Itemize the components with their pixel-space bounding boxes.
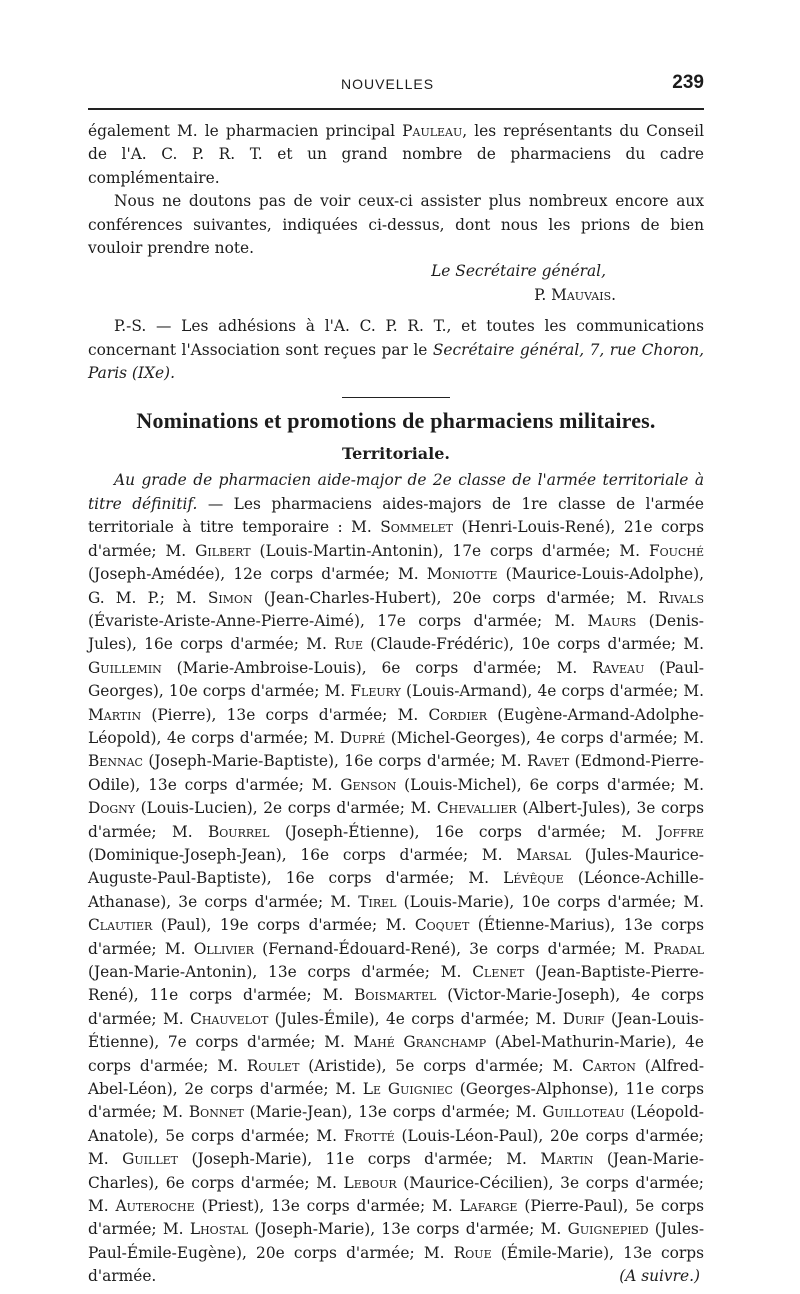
person-detail: (Léonce-Achille-Athanase), 3e corps d'armée; <box>88 869 704 911</box>
person-detail: (Louis-Léon-Paul), 20e corps d'armée; <box>394 1126 704 1145</box>
nomination-entry: M. Guilloteau (Léopold-Anatole), 5e corps d'armée; <box>88 1103 704 1145</box>
person-name: Bourrel <box>207 822 270 841</box>
person-name: Coquet <box>414 916 470 935</box>
person-name: Tirel <box>358 892 397 911</box>
nomination-entry: M. Clenet (Jean-Baptiste-Pierre-René), 11e corps d'armée; <box>88 963 704 1005</box>
person-name: Carton <box>582 1056 636 1075</box>
person-detail: (Jules-Maurice-Auguste-Paul-Baptiste), 16e corps d'armée; <box>88 845 704 888</box>
person-detail: (Jean-Louis-Étienne), 7e corps d'armée; <box>88 1009 704 1052</box>
nomination-entry: M. Moniotte (Maurice-Louis-Adolphe), G. M. P.; <box>88 565 704 607</box>
person-detail: (Fernand-Édouard-René), 3e corps d'armée; <box>253 939 625 958</box>
person-name: Lafarge <box>459 1197 518 1216</box>
paragraph-1: également M. le pharmacien principal Pauleau, les représentants du Conseil de l'A. C. P. R. T. et un grand nombre de pharmaciens du cadre complémentaire. <box>88 122 704 187</box>
person-name: Mahé Granchamp <box>353 1033 487 1052</box>
paragraph-2: Nous ne doutons pas de voir ceux-ci assister plus nombreux encore aux conférences suivantes, indiquées ci-dessus, dont nous les prions de bien vouloir prendre note. <box>88 192 704 258</box>
running-header <box>88 70 704 100</box>
person-name: Chevallier <box>436 799 517 818</box>
nomination-entry: M. Fouché (Joseph-Amédée), 12e corps d'armée; <box>88 541 704 584</box>
nomination-entry: M. Sommelet (Henri-Louis-René), 21e corps d'armée; <box>88 518 704 560</box>
nomination-entry: M. Chevallier (Albert-Jules), 3e corps d'armée; <box>88 799 705 841</box>
section-divider <box>342 397 450 398</box>
person-name: Guignepied <box>567 1220 649 1239</box>
person-name: Clenet <box>472 963 525 981</box>
nomination-entry: M. Chauvelot (Jules-Émile), 4e corps d'armée; <box>163 1009 536 1028</box>
person-detail: (Louis-Michel), 6e corps d'armée; <box>396 775 684 794</box>
person-detail: (Marie-Jean), 13e corps d'armée; <box>243 1103 516 1122</box>
person-detail: (Jules-Paul-Émile-Eugène), 20e corps d'armée; <box>88 1220 705 1262</box>
person-detail: (Jean-Marie-Antonin), 13e corps d'armée; <box>88 963 441 981</box>
person-detail: (Jean-Baptiste-Pierre-René), 11e corps d'armée; <box>88 963 704 1005</box>
nomination-entry: M. Joffre (Dominique-Joseph-Jean), 16e corps d'armée; <box>88 822 705 864</box>
section-title: Nominations et promotions de pharmaciens militaires. <box>136 408 656 434</box>
nomination-entry: M. Clautier (Paul), 19e corps d'armée; <box>88 892 704 935</box>
nomination-entry: M. Dupré (Michel-Georges), 4e corps d'armée; <box>313 728 684 747</box>
person-name: Roue <box>453 1243 492 1262</box>
nomination-entry: M. Simon (Jean-Charles-Hubert), 20e corps d'armée; <box>176 588 627 607</box>
person-detail: (Léopold-Anatole), 5e corps d'armée; <box>88 1103 704 1145</box>
nomination-entry: M. Marsal (Jules-Maurice-Auguste-Paul-Baptiste), 16e corps d'armée; <box>88 845 704 888</box>
signature-name: P. Mauvais. <box>534 285 616 304</box>
person-name: Ravet <box>526 752 570 771</box>
nominations-paragraph <box>88 469 704 1288</box>
person-detail: (Alfred-Abel-Léon), 2e corps d'armée; <box>88 1056 705 1099</box>
person-name: Rue <box>334 635 363 654</box>
person-detail: (Joseph-Marie), 11e corps d'armée; <box>178 1150 507 1169</box>
person-name: Lhostal <box>189 1220 249 1239</box>
person-name: Auteroche <box>115 1197 195 1216</box>
nomination-entry: M. Auteroche (Priest), 13e corps d'armée; <box>88 1197 433 1216</box>
nomination-entry: M. Pradal (Jean-Marie-Antonin), 13e corps d'armée; <box>88 939 704 981</box>
person-name: Fleury <box>350 682 401 701</box>
person-detail: (Priest), 13e corps d'armée; <box>194 1197 433 1216</box>
person-detail: (Maurice-Cécilien), 3e corps d'armée; <box>396 1173 704 1192</box>
nomination-entry: M. Bonnet (Marie-Jean), 13e corps d'armée; <box>162 1103 516 1122</box>
person-name: Guillet <box>122 1150 178 1169</box>
nomination-entry: M. Rue (Claude-Frédéric), 10e corps d'armée; <box>306 635 684 654</box>
person-detail: (Émile-Marie), 13e corps d'armée. <box>88 1243 705 1286</box>
person-detail: (Évariste-Ariste-Anne-Pierre-Aimé), 17e corps d'armée; <box>88 611 555 630</box>
person-detail: (Maurice-Louis-Adolphe), G. M. P.; <box>88 565 704 607</box>
person-detail: (Albert-Jules), 3e corps d'armée; <box>88 799 705 841</box>
person-detail: (Louis-Lucien), 2e corps d'armée; <box>135 799 411 818</box>
person-detail: (Denis-Jules), 16e corps d'armée; <box>88 611 704 654</box>
person-detail: (Marie-Ambroise-Louis), 6e corps d'armée; <box>161 658 557 677</box>
nomination-entry: M. Ravet (Edmond-Pierre-Odile), 13e corps d'armée; <box>88 752 705 794</box>
nomination-entry: M. Frotté (Louis-Léon-Paul), 20e corps d'armée; <box>316 1126 704 1145</box>
person-detail: (Pierre), 13e corps d'armée; <box>141 705 398 724</box>
nominations-intro-italic: Au grade de pharmacien aide-major de 2e classe de l'armée territoriale à titre définitif. <box>88 471 704 513</box>
nomination-entry: M. Raveau (Paul-Georges), 10e corps d'armée; <box>88 658 705 701</box>
nomination-entry: M. Guillemin (Marie-Ambroise-Louis), 6e corps d'armée; <box>88 635 705 677</box>
person-name: Bennac <box>88 752 143 771</box>
nomination-entry: M. Dogny (Louis-Lucien), 2e corps d'armée; <box>88 775 704 818</box>
person-detail: (Joseph-Marie-Baptiste), 16e corps d'armée; <box>142 752 501 771</box>
person-detail: (Joseph-Étienne), 16e corps d'armée; <box>269 822 622 841</box>
person-detail: (Claude-Frédéric), 10e corps d'armée; <box>362 635 684 654</box>
person-name: Pauleau <box>402 122 463 140</box>
nomination-entry: M. Lévêque (Léonce-Achille-Athanase), 3e corps d'armée; <box>88 869 704 911</box>
person-detail: (Aristide), 5e corps d'armée; <box>299 1056 553 1075</box>
person-detail: (Jean-Charles-Hubert), 20e corps d'armée; <box>252 588 627 607</box>
nomination-entry: M. Gilbert (Louis-Martin-Antonin), 17e corps d'armée; <box>165 541 620 560</box>
person-name: Martin <box>540 1150 594 1169</box>
person-name: Joffre <box>657 822 705 841</box>
person-name: Le Guigniec <box>362 1080 453 1099</box>
person-detail: (Henri-Louis-René), 21e corps d'armée; <box>88 518 704 560</box>
nomination-entry: M. Fleury (Louis-Armand), 4e corps d'armée; <box>324 682 684 701</box>
person-detail: (Paul), 19e corps d'armée; <box>152 916 386 935</box>
nomination-entry: M. Le Guigniec (Georges-Alphonse), 11e corps d'armée; <box>88 1080 704 1122</box>
nomination-entry: M. Genson (Louis-Michel), 6e corps d'armée; <box>311 775 684 794</box>
nomination-entry: M. Carton (Alfred-Abel-Léon), 2e corps d'armée; <box>88 1056 705 1099</box>
nomination-entry: M. Rivals (Évariste-Ariste-Anne-Pierre-Aimé), 17e corps d'armée; <box>88 588 704 630</box>
nomination-entry: M. Guillet (Joseph-Marie), 11e corps d'armée; <box>88 1150 507 1169</box>
person-name: Sommelet <box>380 518 454 537</box>
nomination-entry: M. Boismartel (Victor-Marie-Joseph), 4e corps d'armée; <box>88 986 705 1028</box>
nomination-entry: M. Maurs (Denis-Jules), 16e corps d'armée; <box>88 611 704 654</box>
nomination-entry: M. Bourrel (Joseph-Étienne), 16e corps d'armée; <box>171 822 622 841</box>
page <box>88 70 704 1289</box>
subsection-title: Territoriale. <box>342 444 450 464</box>
person-name: Guillemin <box>88 658 162 677</box>
nomination-entry: M. Coquet (Étienne-Marius), 13e corps d'armée; <box>88 916 704 958</box>
nomination-entry: M. Durif (Jean-Louis-Étienne), 7e corps d'armée; <box>88 1009 704 1052</box>
nomination-entry: M. Roulet (Aristide), 5e corps d'armée; <box>217 1056 553 1075</box>
person-detail: (Edmond-Pierre-Odile), 13e corps d'armée; <box>88 752 705 794</box>
person-name: Marsal <box>516 845 572 864</box>
postscript-address: Secrétaire général, 7, rue Choron, Paris (IXe). <box>88 340 705 383</box>
nomination-entry: M. Lafarge (Pierre-Paul), 5e corps d'armée; <box>88 1197 704 1239</box>
person-detail: (Georges-Alphonse), 11e corps d'armée; <box>88 1080 704 1122</box>
person-detail: (Abel-Mathurin-Marie), 4e corps d'armée; <box>88 1033 705 1075</box>
person-detail: (Jean-Marie-Charles), 6e corps d'armée; <box>88 1150 704 1192</box>
person-name: Moniotte <box>426 565 498 584</box>
person-name: Durif <box>562 1009 605 1028</box>
person-name: Ollivier <box>193 939 254 958</box>
person-name: Simon <box>207 588 253 607</box>
person-name: Roulet <box>246 1056 300 1075</box>
nomination-entry: M. Cordier (Eugène-Armand-Adolphe-Léopold), 4e corps d'armée; <box>88 705 704 747</box>
nomination-entry: M. Martin (Jean-Marie-Charles), 6e corps d'armée; <box>88 1150 704 1192</box>
person-name: Lebour <box>343 1173 397 1192</box>
person-detail: (Pierre-Paul), 5e corps d'armée; <box>88 1197 704 1239</box>
nomination-entry: M. Martin (Pierre), 13e corps d'armée; <box>88 682 704 724</box>
person-detail: (Eugène-Armand-Adolphe-Léopold), 4e corps d'armée; <box>88 705 704 747</box>
person-name: Chauvelot <box>190 1009 269 1028</box>
running-title: NOUVELLES <box>341 76 435 92</box>
person-name: Lévêque <box>503 869 564 888</box>
person-detail: (Louis-Armand), 4e corps d'armée; <box>400 682 684 701</box>
person-name: Raveau <box>592 658 645 677</box>
nomination-entry: M. Bennac (Joseph-Marie-Baptiste), 16e corps d'armée; <box>88 728 704 771</box>
nominations-intro: — Les pharmaciens aides-majors de 1re classe de l'armée territoriale à titre temporaire : <box>88 494 704 537</box>
nomination-entry: M. Guignepied (Jules-Paul-Émile-Eugène), 20e corps d'armée; <box>88 1220 705 1262</box>
person-name: Dupré <box>339 728 386 747</box>
person-detail: (Joseph-Marie), 13e corps d'armée; <box>248 1220 541 1239</box>
person-detail: (Dominique-Joseph-Jean), 16e corps d'armée; <box>88 845 482 864</box>
postscript: P.-S. — Les adhésions à l'A. C. P. R. T., et toutes les communications concernant l'Association sont reçues par le Secrétaire général, 7, rue Choron, Paris (IXe). <box>88 317 705 383</box>
person-name: Cordier <box>428 705 488 724</box>
page-number: 239 <box>672 72 704 93</box>
person-name: Fouché <box>648 541 704 560</box>
person-detail: (Victor-Marie-Joseph), 4e corps d'armée; <box>88 986 705 1028</box>
nomination-entry: M. Lhostal (Joseph-Marie), 13e corps d'armée; <box>162 1220 541 1239</box>
header-rule <box>88 108 704 110</box>
person-name: Dogny <box>88 799 136 818</box>
nomination-entry: M. Mahé Granchamp (Abel-Mathurin-Marie), 4e corps d'armée; <box>88 1033 705 1075</box>
person-detail: (Michel-Georges), 4e corps d'armée; <box>385 728 684 747</box>
person-detail: (Louis-Martin-Antonin), 17e corps d'armée; <box>250 541 620 560</box>
nomination-entry: M. Ollivier (Fernand-Édouard-René), 3e corps d'armée; <box>164 939 625 958</box>
person-name: Gilbert <box>195 541 251 560</box>
person-name: Guilloteau <box>542 1103 625 1122</box>
person-name: Genson <box>340 775 397 794</box>
person-name: Boismartel <box>354 986 437 1005</box>
person-name: Maurs <box>587 611 637 630</box>
person-name: Bonnet <box>188 1103 244 1122</box>
person-detail: (Jules-Émile), 4e corps d'armée; <box>268 1009 536 1028</box>
person-detail: (Joseph-Amédée), 12e corps d'armée; <box>88 565 398 584</box>
person-detail: (Louis-Marie), 10e corps d'armée; <box>396 892 684 911</box>
person-name: Frotté <box>343 1126 395 1145</box>
nomination-entry: M. Roue (Émile-Marie), 13e corps d'armée. <box>88 1243 705 1286</box>
signature-role: Le Secrétaire général, <box>431 262 606 281</box>
person-name: Martin <box>88 705 142 724</box>
continued-note: (A suivre.) <box>619 1267 700 1286</box>
nomination-entry: M. Lebour (Maurice-Cécilien), 3e corps d'armée; <box>316 1173 704 1192</box>
person-name: Clautier <box>88 916 153 935</box>
person-name: Rivals <box>658 588 704 607</box>
person-name: Pradal <box>653 939 704 958</box>
person-detail: (Paul-Georges), 10e corps d'armée; <box>88 658 705 701</box>
person-detail: (Étienne-Marius), 13e corps d'armée; <box>88 916 704 958</box>
nomination-entry: M. Tirel (Louis-Marie), 10e corps d'armée; <box>330 892 684 911</box>
